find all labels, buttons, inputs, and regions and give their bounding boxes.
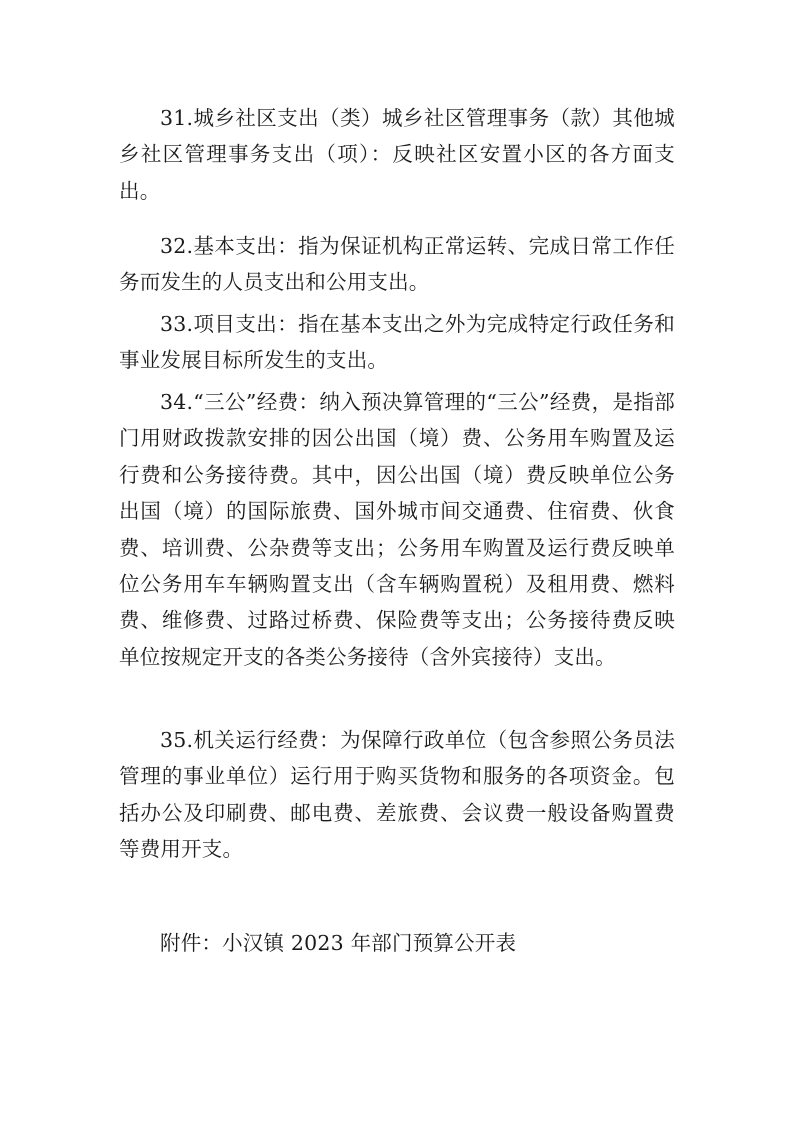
paragraph-33: 33.项目支出：指在基本支出之外为完成特定行政任务和事业发展目标所发生的支出。 — [119, 312, 675, 373]
paragraph-31: 31.城乡社区支出（类）城乡社区管理事务（款）其他城乡社区管理事务支出（项）：反映社区安置小区的各方面支出。 — [119, 106, 675, 203]
paragraph-34: 34.“三公”经费：纳入预决算管理的“三公”经费，是指部门用财政拨款安排的因公出国（境）费、公务用车购置及运行费和公务接待费。其中，因公出国（境）费反映单位公务出国（境）的国际旅费、国外城市间交通费、住宿费、伙食费、培训费、公杂费等支出；公务用车购置及运行费反映单位公务用车车辆购置支出（含车辆购置税）及租用费、燃料费、维修费、过路过桥费、保险费等支出；公务接待费反映单位按规定开支的各类公务接待（含外宾接待）支出。 — [119, 390, 675, 669]
attachment-line: 附件：小汉镇 2023 年部门预算公开表 — [160, 931, 517, 955]
paragraph-32: 32.基本支出：指为保证机构正常运转、完成日常工作任务而发生的人员支出和公用支出。 — [119, 234, 675, 295]
paragraph-35: 35.机关运行经费：为保障行政单位（包含参照公务员法管理的事业单位）运行用于购买货物和服务的各项资金。包括办公及印刷费、邮电费、差旅费、会议费一般设备购置费等费用开支。 — [119, 728, 675, 862]
